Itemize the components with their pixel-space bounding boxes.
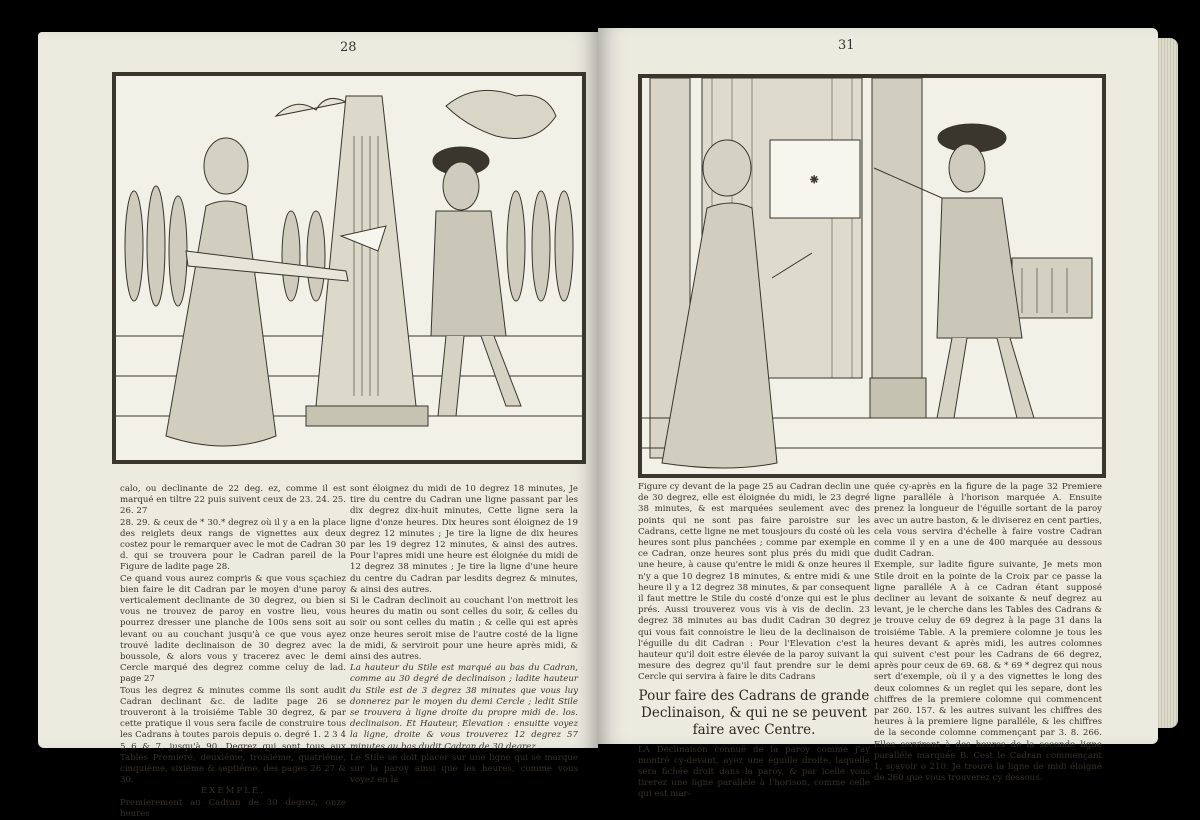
open-book	[38, 18, 1178, 819]
wall-sundial-scene-image	[642, 78, 1102, 474]
text-column-left-2	[350, 484, 578, 786]
paragraph: calo, ou declinante de 22 deg. ez, comme il est marqué en tiltre 22 puis suivent ceux de 23. 24. 25. 26. 27	[120, 484, 346, 517]
paragraph: Figure cy devant de la page 25 au Cadran declin une de 30 degrez, elle est éloignée du midi, le 23 degré 38 minutes, & est marquées seulement avec des points qui ne sont pas faire paroistre sur les Cadrans, cette ligne ne met tousjours du costé où les heures sont plus panchées ; comme par exemple en ce Cadran, onze heures sont plus prés du midi que une heure, à cause qu'entre le midi & onze heures il n'y a que 10 degrez 18 minutes, & entre midi & une heure il y a 12 degrez 38 minutes, & par consequent il faut mettre le Stile du costé d'onze qui est le plus prés. Aussi trouverez vous vis à vis de declin. 23 degrez 38 minutes au bas dudit Cadran 30 degrez qui vous fait connoistre le lieu de la declinaison de l'éguille du dit Cadran : Pour l'Elevation c'est la hauteur qu'il doit estre élevée de la paroy suivant la mesure des degrez qu'il faut prendre sur le demi Cercle qui servira à faire le dits Cadrans	[638, 482, 870, 683]
text-column-left-1	[120, 484, 346, 819]
obelisk-sundial-scene-image	[116, 76, 582, 460]
paragraph: 28. 29. & ceux de * 30.* degrez où il y a en la place des reiglets deux rangs de vignettes aux deux costez pour le remarquer avec le mot de Cadran 30 d. qui se trouvera pour le Cadran pareil de la Figure de ladite page 28.	[120, 517, 346, 573]
page-number: 31	[838, 38, 855, 53]
text-column-right-1	[638, 482, 870, 800]
paragraph: Exemple, sur ladite figure suivante, Je mets mon Stile droit en la pointe de la Croix par ce passe la ligne paralléle A à ce Cadran étant supposé decliner au levant de soixante & neuf degrez au levant, je le cherche dans les Tables des Cadrans & je trouve celuy de 69 degrez à la page 31 dans la troisiéme Table. A la premiere colomne je tous les heures devant & après midi, les autres colomnes qui suivent c'est pour les Cadrans de 66 degrez, après pour ceux de 69. 68. & * 69 * degrez qui nous sert d'exemple, où il y a des vignettes le long des deux colomnes & un reglet qui les separe, dont les chiffres de la premiere colomne qui commencent par 260. 157. & les autres suivant les chiffres des heures à la premiere ligne paralléle, & les chiffres de la seconde colomne commençant par 3. 8. 266. Elles serviront à des heures de la seconde ligne paralléle marquée B. Cest le Cadran commençant 1, sçavoir o 210. Je trouve la ligne de midi éloigné de 260 que vous trouverez cy dessous.	[874, 560, 1102, 784]
paragraph: La hauteur du Stile est marqué au bas du Cadran, comme au 30 degré de declinaison ; ladite hauteur du Stile est de 3 degrez 38 minutes que vous luy donnerez par le moyen du demi Cercle ; ledit Stile se trouvera à ligne droite du propre midi de. los. declinaison. Et Hauteur, Elevation : ensuitte voyez la ligne, droite & vous trouverez 12 degrez 57 minutes au bas dudit Cadran de 30 degrez.	[350, 663, 578, 752]
left-page	[38, 32, 598, 819]
paragraph: sont éloignez du midi de 10 degrez 18 minutes, Je tire du centre du Cadran une ligne passant par les dix degrez dix-huit minutes, Cette ligne sera la ligne d'onze heures. Dix heures sont éloignez de 19 degrez 12 minutes ; Je tire la ligne de dix heures par les 19 degrez 12 minutes, & ainsi des autres. Pour l'apres midi une heure est éloignée du midi de 12 degrez 38 minutes ; Je tire la ligne d'une heure du centre du Cadran par lesdits degrez & minutes, & ainsi des autres.	[350, 484, 578, 595]
text-column-right-2	[874, 482, 1102, 784]
paragraph: Premierement au Cadran de 30 degrez, onze heures	[120, 797, 346, 819]
right-page	[598, 28, 1158, 800]
page-number: 28	[340, 40, 357, 55]
paragraph: Ce quand vous aurez compris & que vous sçachiez bien faire le dit Cadran par le moyen d'une paroy verticalement declinante de 30 degrez, ou bien si vous ne trouvez de paroy en vostre lieu, vous pourrez dresser une planche de 100s sens soit au levant ou au couchant jusqu'à ce que vous ayez trouvé ladite declinaison de 30 degrez avec la boussole, & alors vous y tracerez avec le demi Cercle marqué des degrez comme celuy de lad. page 27	[120, 573, 346, 685]
section-heading: Pour faire des Cadrans de grande Declinaison, & qui ne se peuvent faire avec Centre.	[638, 687, 870, 738]
section-label: EXEMPLE,	[201, 786, 265, 797]
paragraph: Le Stile se doit placer sur une ligne qui se marque sur la paroy ainsi que les heures, comme vous voyez en la	[350, 752, 578, 786]
paragraph: LA Declinaison connuë de la paroy comme j'ay montré cy-devant, ayez une éguille droite, laquelle sera fichée droit dans la paroy, & par icelle vous tirerez une ligne paralléle à l'horison, comme celle qui est mar-	[638, 744, 870, 800]
paragraph: Si le Cadran declinoit au couchant l'on mettroit les heures du matin ou sont celles du soir, & celles du soir ou sont celles du matin ; & celle qui est après onze heures seroit mise de l'autre costé de la ligne de midi, & serviroit pour une heure après midi, & ainsi des autres.	[350, 596, 578, 663]
woodcut-illustration-left	[112, 72, 586, 464]
sun-glyph: ✳	[810, 175, 819, 186]
paragraph: Tous les degrez & minutes comme ils sont audit Cadran declinant &c. de ladite page 26 se trouveront à la troisiéme Table 30 degrez, & par cette pratique il vous sera facile de construire tous les Cadrans à toutes parois depuis o. degré 1. 2 3 4 5 6 & 7, jusqu'à 90. Degrez qui sont tous aux Tables Premiere, deuxiéme, troisiéme, quatriéme, cinquiéme, sixiéme & septiéme, des pages 26 27 & 30.	[120, 685, 346, 786]
page-edges	[1156, 38, 1178, 728]
paragraph: quée cy-après en la figure de la page 32 Premiere ligne paralléle à l'horison marquée A. Ensuite prenez la longueur de l'éguille sortant de la paroy avec un autre baston, & le diviserez en cent parties, cela vous servira d'échelle à faire vostre Cadran comme il y en a une de 400 marquée au dessous dudit Cadran.	[874, 482, 1102, 560]
woodcut-illustration-right	[638, 74, 1106, 478]
